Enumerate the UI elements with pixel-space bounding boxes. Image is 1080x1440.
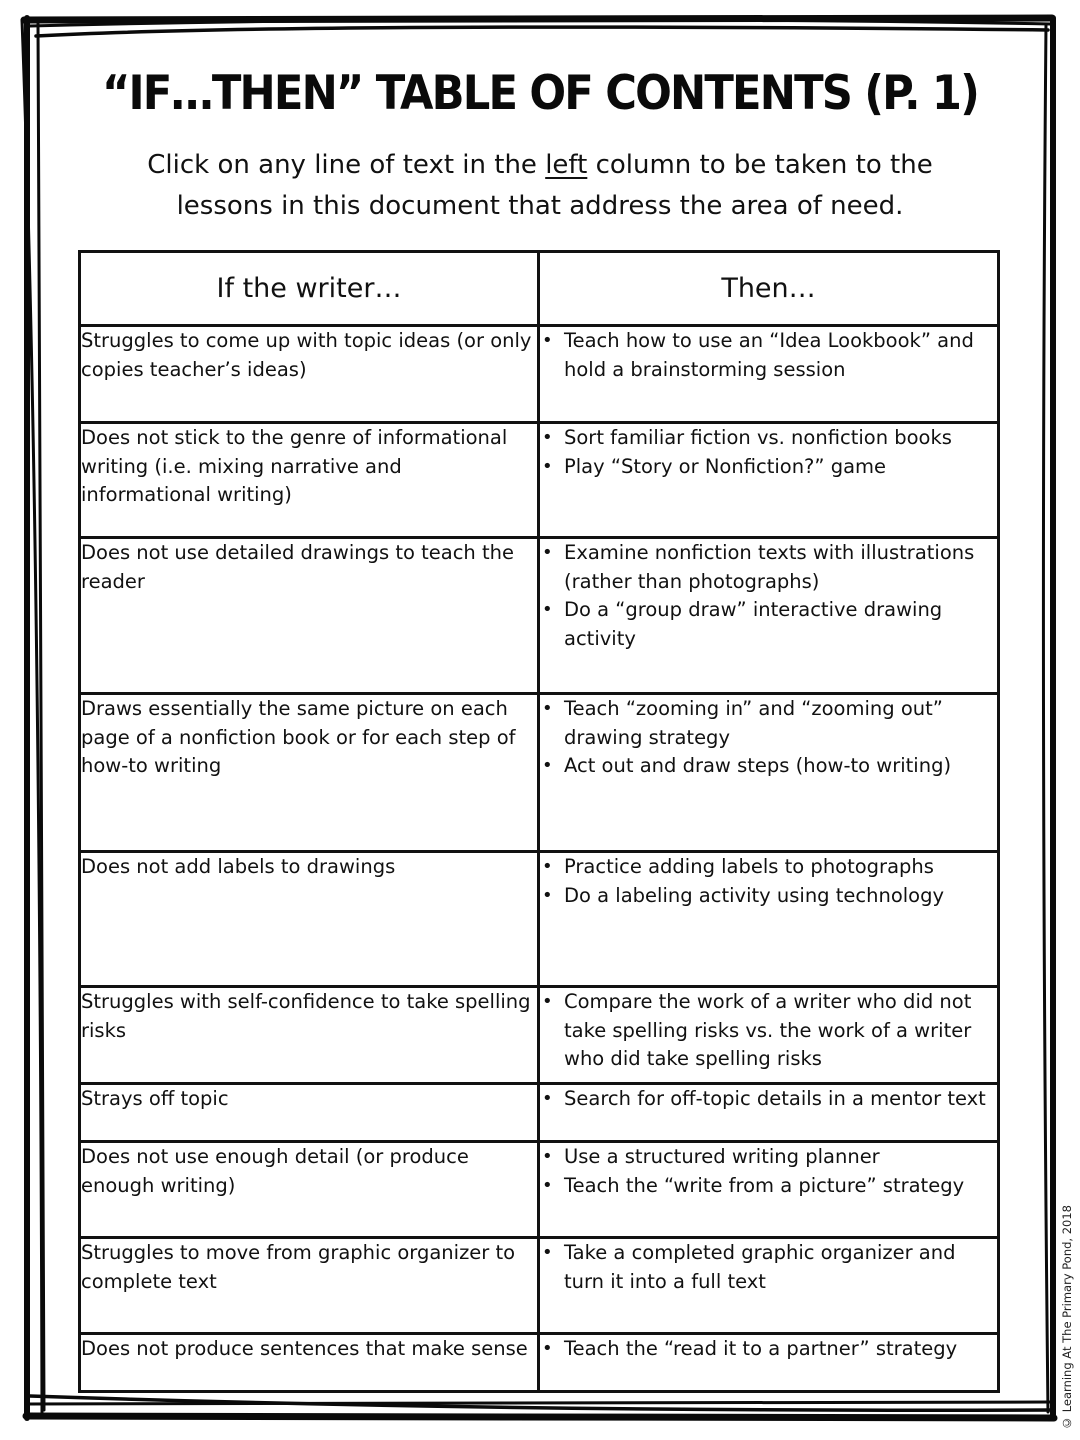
then-action-text: Search for off-topic details in a mentor text (564, 1087, 986, 1110)
table-row (80, 987, 999, 1084)
then-actions-list (540, 1239, 997, 1296)
bullet-icon: • (542, 330, 553, 351)
then-action-text: Teach the “write from a picture” strategy (564, 1173, 965, 1197)
bullet-icon: • (542, 1338, 553, 1359)
bullet-icon: • (542, 542, 553, 563)
if-condition-link[interactable]: Does not produce sentences that make sense (80, 1334, 539, 1392)
then-action-item (542, 539, 997, 596)
table-row (80, 326, 999, 423)
bullet-icon: • (542, 1146, 553, 1167)
table-row (80, 538, 999, 694)
then-action-item (542, 327, 997, 384)
then-action-item (542, 1172, 997, 1201)
instructions-text (100, 145, 980, 227)
instructions-after: column to be taken to the lessons in this document that address the area of need. (176, 150, 933, 221)
then-actions-cell (539, 694, 999, 852)
then-action-text: Do a labeling activity using technology (564, 883, 945, 907)
table-row (80, 1334, 999, 1392)
then-actions-cell (539, 423, 999, 538)
bullet-icon: • (542, 755, 553, 776)
then-actions-cell (539, 1334, 999, 1392)
then-actions-cell (539, 852, 999, 987)
then-action-text: Use a structured writing planner (564, 1145, 880, 1168)
then-action-item (542, 596, 997, 653)
bullet-icon: • (542, 884, 553, 906)
if-condition-link[interactable]: Struggles with self-confidence to take spelling risks (80, 987, 539, 1084)
then-action-item (542, 424, 997, 453)
then-action-item (542, 695, 997, 752)
then-actions-list (540, 695, 997, 781)
page-title: “IF…THEN” TABLE OF CONTENTS (P. 1) (101, 66, 979, 121)
if-condition-link[interactable]: Does not stick to the genre of informational writing (i.e. mixing narrative and informational writing) (80, 423, 539, 538)
table-row (80, 694, 999, 852)
if-condition-link[interactable]: Does not add labels to drawings (80, 852, 539, 987)
table-header-row (80, 252, 999, 326)
then-actions-list (540, 853, 997, 910)
then-actions-cell (539, 987, 999, 1084)
then-action-item (542, 1143, 997, 1172)
then-action-item (542, 453, 997, 482)
then-action-text: Play “Story or Nonfiction?” game (564, 454, 887, 478)
then-action-item (542, 1085, 997, 1114)
then-action-item (542, 853, 997, 882)
copyright-notice: © Learning At The Primary Pond, 2018 (1060, 1205, 1074, 1430)
then-action-text: Practice adding labels to photographs (564, 855, 934, 878)
then-actions-list (540, 327, 997, 384)
then-action-text: Act out and draw steps (how-to writing) (564, 754, 952, 777)
bullet-icon: • (542, 599, 553, 620)
if-condition-link[interactable]: Struggles to move from graphic organizer to complete text (80, 1238, 539, 1334)
then-actions-list (540, 1085, 997, 1114)
then-action-item (542, 988, 997, 1074)
instructions-before: Click on any line of text in the (147, 150, 546, 180)
then-action-item (542, 882, 997, 911)
bullet-icon: • (542, 427, 553, 448)
table-row (80, 423, 999, 538)
table-row (80, 1084, 999, 1142)
table-row (80, 852, 999, 987)
then-actions-list (540, 1143, 997, 1200)
then-actions-cell (539, 1238, 999, 1334)
if-condition-link[interactable]: Struggles to come up with topic ideas (or only copies teacher’s ideas) (80, 326, 539, 423)
then-action-text: Teach “zooming in” and “zooming out” drawing strategy (564, 697, 943, 749)
then-action-text: Examine nonfiction texts with illustrations (rather than photographs) (564, 541, 975, 593)
header-then: Then… (539, 252, 999, 326)
if-condition-link[interactable]: Draws essentially the same picture on each page of a nonfiction book or for each step of how-to writing (80, 694, 539, 852)
header-if-the-writer: If the writer… (80, 252, 539, 326)
bullet-icon: • (542, 455, 553, 477)
table-row (80, 1142, 999, 1238)
then-actions-cell (539, 538, 999, 694)
then-actions-list (540, 424, 997, 481)
then-action-item (542, 1335, 997, 1364)
then-action-text: Teach the “read it to a partner” strategy (564, 1337, 958, 1360)
instructions-emphasis-left: left (545, 150, 588, 180)
then-action-text: Do a “group draw” interactive drawing activity (564, 598, 943, 650)
then-action-text: Sort familiar fiction vs. nonfiction books (564, 426, 952, 449)
then-actions-cell (539, 326, 999, 423)
bullet-icon: • (542, 1088, 553, 1109)
then-action-item (542, 1239, 997, 1296)
if-condition-link[interactable]: Does not use enough detail (or produce enough writing) (80, 1142, 539, 1238)
then-action-text: Teach how to use an “Idea Lookbook” and hold a brainstorming session (564, 329, 974, 381)
bullet-icon: • (542, 991, 553, 1012)
then-actions-list (540, 988, 997, 1074)
bullet-icon: • (542, 1242, 553, 1263)
then-action-text: Take a completed graphic organizer and turn it into a full text (564, 1241, 956, 1293)
then-actions-cell (539, 1142, 999, 1238)
then-actions-cell (539, 1084, 999, 1142)
then-action-item (542, 752, 997, 781)
bullet-icon: • (542, 698, 553, 719)
then-actions-list (540, 1335, 997, 1364)
if-condition-link[interactable]: Strays off topic (80, 1084, 539, 1142)
bullet-icon: • (542, 856, 553, 877)
if-then-table (78, 250, 1000, 1393)
if-condition-link[interactable]: Does not use detailed drawings to teach the reader (80, 538, 539, 694)
bullet-icon: • (542, 1174, 553, 1196)
then-actions-list (540, 539, 997, 653)
table-row (80, 1238, 999, 1334)
then-action-text: Compare the work of a writer who did not take spelling risks vs. the work of a writer who did take spelling risks (564, 990, 972, 1070)
